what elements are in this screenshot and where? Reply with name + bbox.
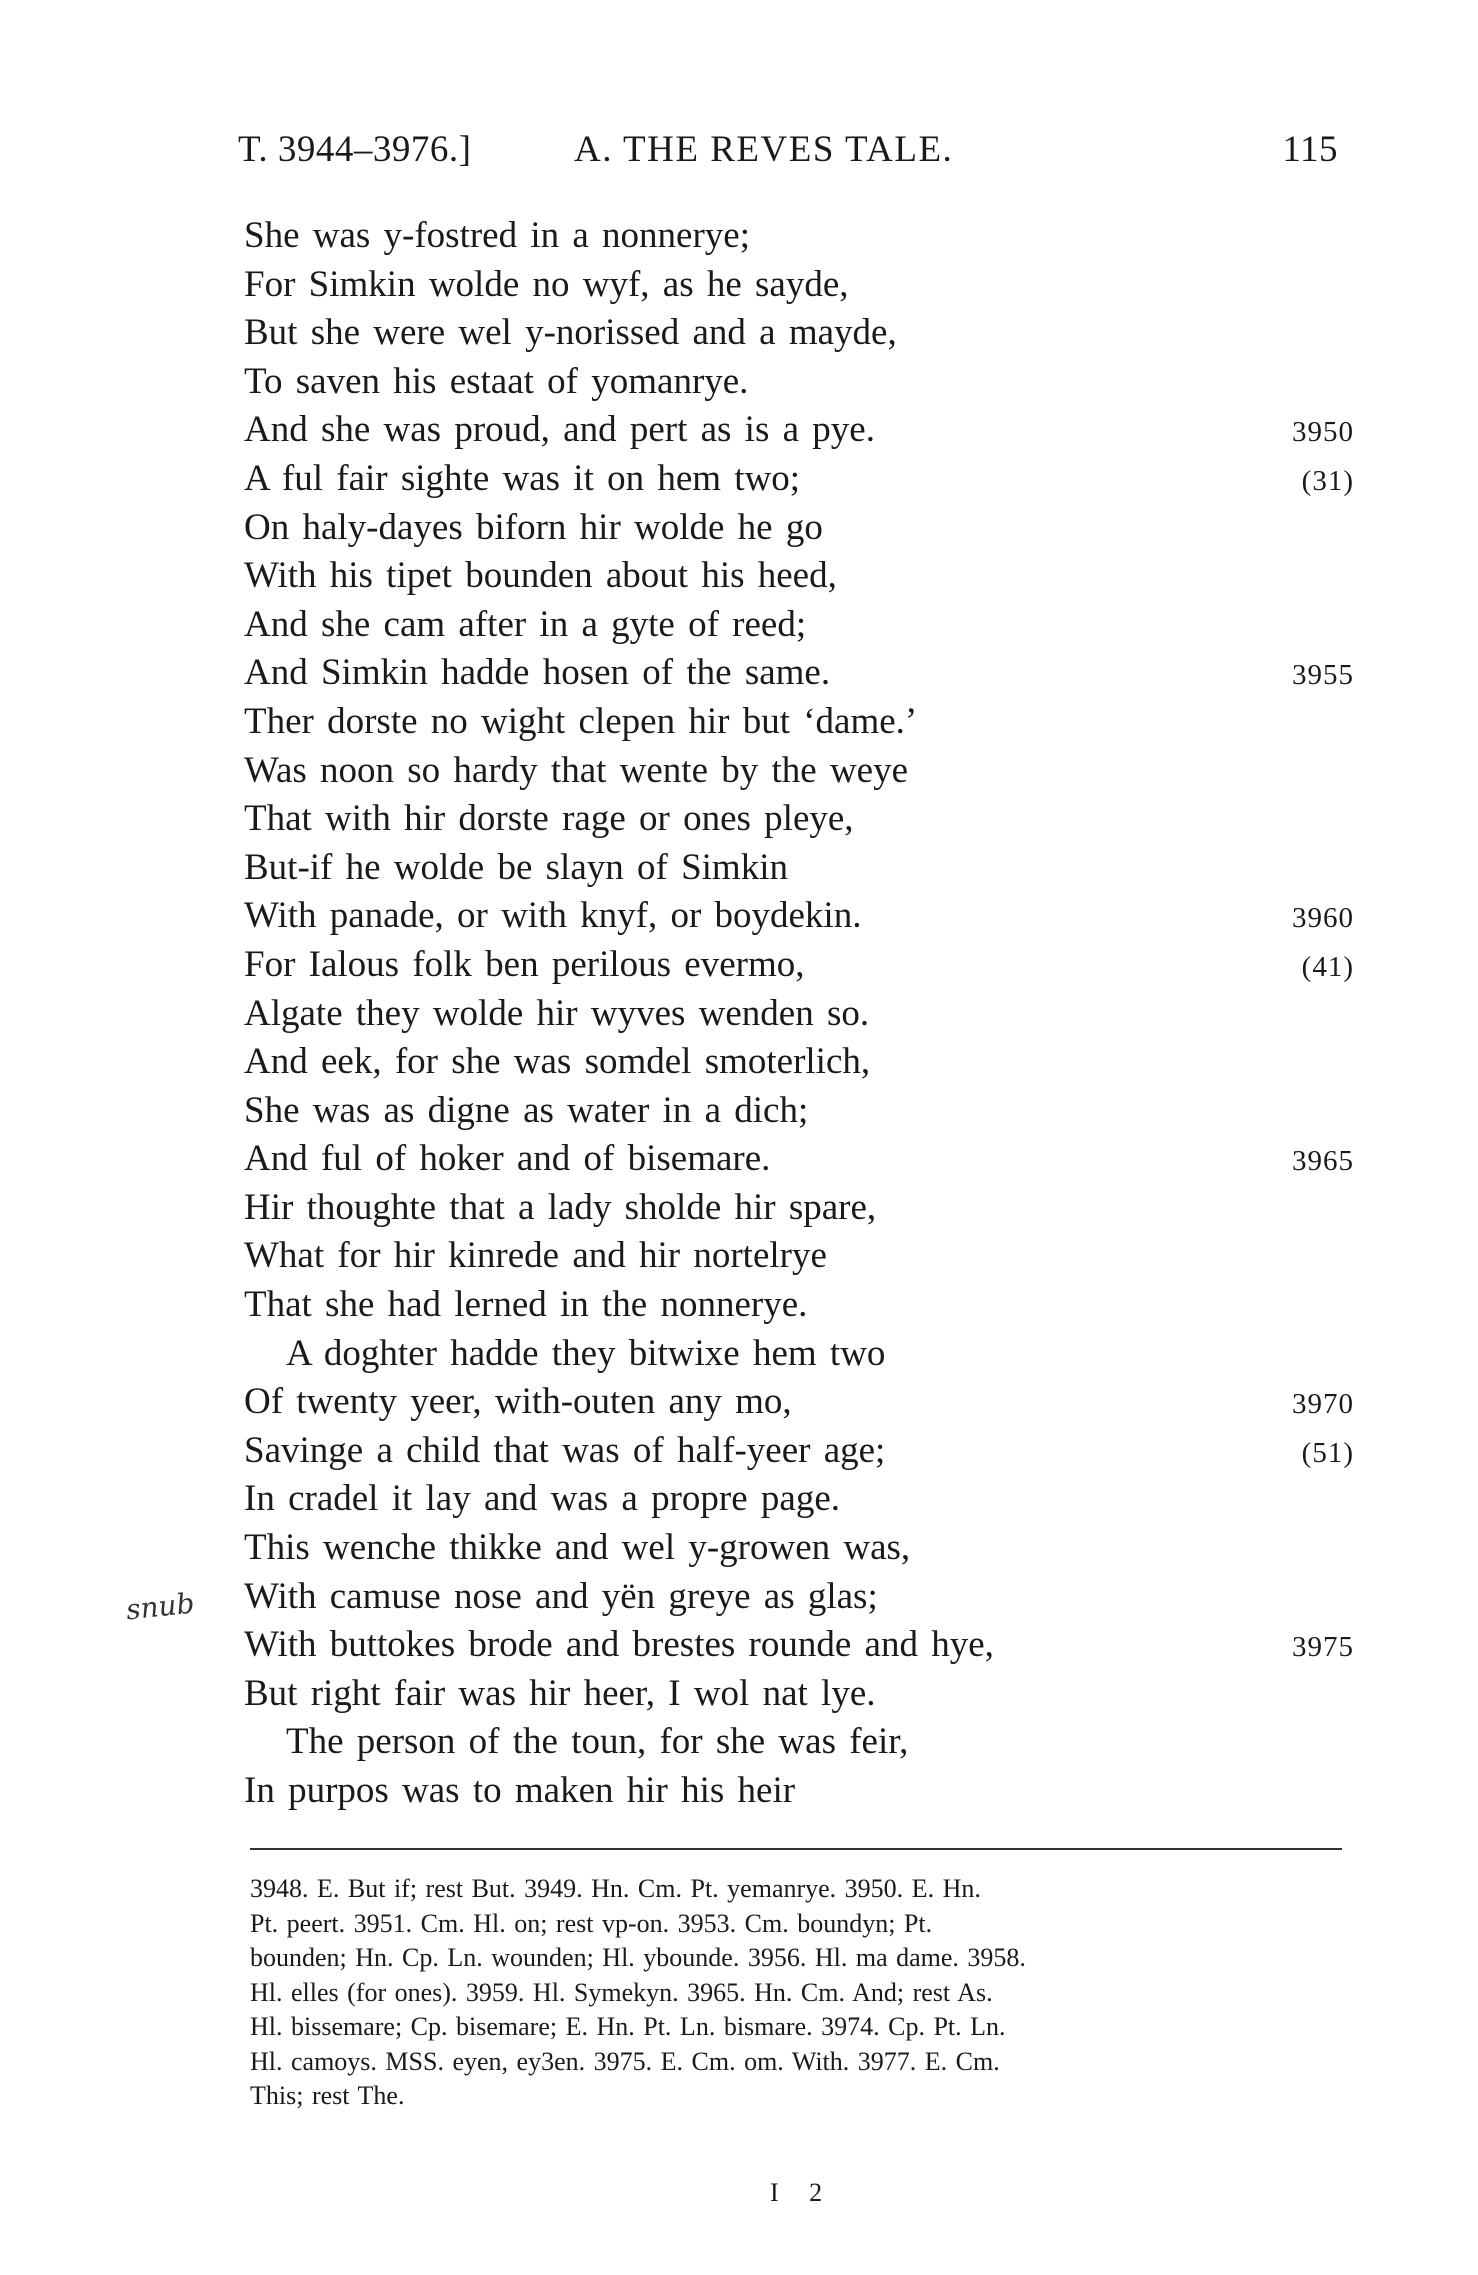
footnote-rule bbox=[250, 1848, 1342, 1850]
verse-line bbox=[244, 941, 1354, 990]
verse-text: To saven his estaat of yomanrye. bbox=[244, 360, 749, 402]
verse-line bbox=[244, 1135, 1354, 1184]
verse-line bbox=[244, 1670, 1354, 1719]
verse-line bbox=[244, 649, 1354, 698]
verse-line bbox=[244, 1281, 1354, 1330]
line-number: 3975 bbox=[1292, 1631, 1354, 1664]
verse-text: Savinge a child that was of half-yeer age; bbox=[244, 1429, 886, 1471]
verse-line bbox=[244, 1767, 1354, 1816]
verse-text: And eek, for she was somdel smoterlich, bbox=[244, 1041, 871, 1083]
page-number: 115 bbox=[1282, 129, 1338, 170]
line-number: (41) bbox=[1301, 950, 1354, 983]
running-header bbox=[238, 128, 1338, 178]
verse-line bbox=[244, 1232, 1354, 1281]
verse-text: In cradel it lay and was a propre page. bbox=[244, 1478, 840, 1520]
verse-line bbox=[244, 990, 1354, 1039]
line-number: 3960 bbox=[1292, 902, 1354, 935]
verse-line bbox=[244, 309, 1354, 358]
verse-text: The person of the toun, for she was feir, bbox=[286, 1721, 909, 1763]
verse-text: And she cam after in a gyte of reed; bbox=[244, 603, 807, 645]
verse-line bbox=[244, 698, 1354, 747]
verse-line bbox=[244, 406, 1354, 455]
line-number: (51) bbox=[1301, 1436, 1354, 1469]
footnote-line: Hl. camoys. MSS. eyen, ey3en. 3975. E. Cm. om. With. 3977. E. Cm. bbox=[250, 2046, 1000, 2076]
verse-text: For Ialous folk ben perilous evermo, bbox=[244, 943, 805, 985]
verse-text: That she had lerned in the nonnerye. bbox=[244, 1284, 808, 1326]
verse-line bbox=[244, 261, 1354, 310]
footnote-line: This; rest The. bbox=[250, 2081, 405, 2110]
verse-text: Algate they wolde hir wyves wenden so. bbox=[244, 992, 870, 1034]
verse-text: For Simkin wolde no wyf, as he sayde, bbox=[244, 263, 849, 305]
verse-text: She was as digne as water in a dich; bbox=[244, 1089, 809, 1131]
footnote-line: Pt. peert. 3951. Cm. Hl. on; rest vp-on. 3953. Cm. boundyn; Pt. bbox=[250, 1908, 933, 1938]
line-number: 3970 bbox=[1292, 1388, 1354, 1421]
footnote-line: Hl. elles (for ones). 3959. Hl. Symekyn. 3965. Hn. Cm. And; rest As. bbox=[250, 1977, 993, 2007]
verse-line bbox=[244, 1621, 1354, 1670]
verse-line bbox=[244, 892, 1354, 941]
verse-line bbox=[244, 747, 1354, 796]
footnote-line: bounden; Hn. Cp. Ln. wounden; Hl. ybounde. 3956. Hl. ma dame. 3958. bbox=[250, 1943, 1026, 1972]
verse-text: A doghter hadde they bitwixe hem two bbox=[286, 1332, 886, 1374]
verse-block bbox=[244, 212, 1354, 1816]
verse-line bbox=[244, 1524, 1354, 1573]
verse-text: What for hir kinrede and hir nortelrye bbox=[244, 1235, 827, 1277]
verse-line bbox=[244, 1718, 1354, 1767]
verse-line bbox=[244, 844, 1354, 893]
verse-text: But-if he wolde be slayn of Simkin bbox=[244, 846, 788, 888]
verse-line bbox=[244, 795, 1354, 844]
verse-text: In purpos was to maken hir his heir bbox=[244, 1770, 796, 1811]
verse-line bbox=[244, 1038, 1354, 1087]
verse-line bbox=[244, 1184, 1354, 1233]
verse-line bbox=[244, 1378, 1354, 1427]
textual-notes bbox=[250, 1872, 1350, 2114]
verse-text: But right fair was hir heer, I wol nat lye. bbox=[244, 1672, 876, 1714]
verse-text: On haly-dayes biforn hir wolde he go bbox=[244, 506, 823, 548]
verse-line bbox=[244, 455, 1354, 504]
verse-line bbox=[244, 1087, 1354, 1136]
line-number: 3955 bbox=[1292, 659, 1354, 692]
line-number: (31) bbox=[1301, 464, 1354, 497]
verse-line bbox=[244, 601, 1354, 650]
verse-text: But she were wel y-norissed and a mayde, bbox=[244, 312, 897, 354]
verse-text: Was noon so hardy that wente by the weye bbox=[244, 749, 909, 791]
verse-line bbox=[244, 1573, 1354, 1622]
verse-text: Of twenty yeer, with-outen any mo, bbox=[244, 1381, 792, 1423]
line-range: T. 3944–3976.] bbox=[238, 129, 472, 170]
verse-text: With panade, or with knyf, or boydekin. bbox=[244, 895, 862, 937]
verse-text: That with hir dorste rage or ones pleye, bbox=[244, 798, 854, 840]
verse-text: Ther dorste no wight clepen hir but ‘dame.’ bbox=[244, 700, 918, 742]
verse-line bbox=[244, 1330, 1354, 1379]
verse-text: And she was proud, and pert as is a pye. bbox=[244, 409, 875, 451]
signature-mark: I 2 bbox=[770, 2178, 835, 2207]
verse-text: Hir thoughte that a lady sholde hir spare, bbox=[244, 1186, 877, 1228]
verse-text: A ful fair sighte was it on hem two; bbox=[244, 457, 801, 499]
verse-line bbox=[244, 1475, 1354, 1524]
verse-line bbox=[244, 212, 1354, 261]
verse-line bbox=[244, 504, 1354, 553]
verse-text: With camuse nose and yën greye as glas; bbox=[244, 1575, 878, 1617]
footnote-line: 3948. E. But if; rest But. 3949. Hn. Cm. Pt. yemanrye. 3950. E. Hn. bbox=[250, 1874, 981, 1903]
verse-text: With buttokes brode and brestes rounde and hye, bbox=[244, 1624, 994, 1666]
verse-line bbox=[244, 1427, 1354, 1476]
verse-line bbox=[244, 552, 1354, 601]
verse-text: And Simkin hadde hosen of the same. bbox=[244, 652, 831, 694]
verse-line bbox=[244, 358, 1354, 407]
verse-text: She was y-fostred in a nonnerye; bbox=[244, 215, 751, 256]
footnote-line: Hl. bissemare; Cp. bisemare; E. Hn. Pt. Ln. bismare. 3974. Cp. Pt. Ln. bbox=[250, 2012, 1006, 2041]
verse-text: With his tipet bounden about his heed, bbox=[244, 555, 837, 597]
line-number: 3965 bbox=[1292, 1145, 1354, 1178]
verse-text: And ful of hoker and of bisemare. bbox=[244, 1138, 771, 1180]
line-number: 3950 bbox=[1292, 416, 1354, 449]
verse-text: This wenche thikke and wel y-growen was, bbox=[244, 1527, 911, 1569]
tale-title: A. THE REVES TALE. bbox=[574, 129, 954, 170]
handwritten-margin-note: snub bbox=[124, 1586, 196, 1627]
